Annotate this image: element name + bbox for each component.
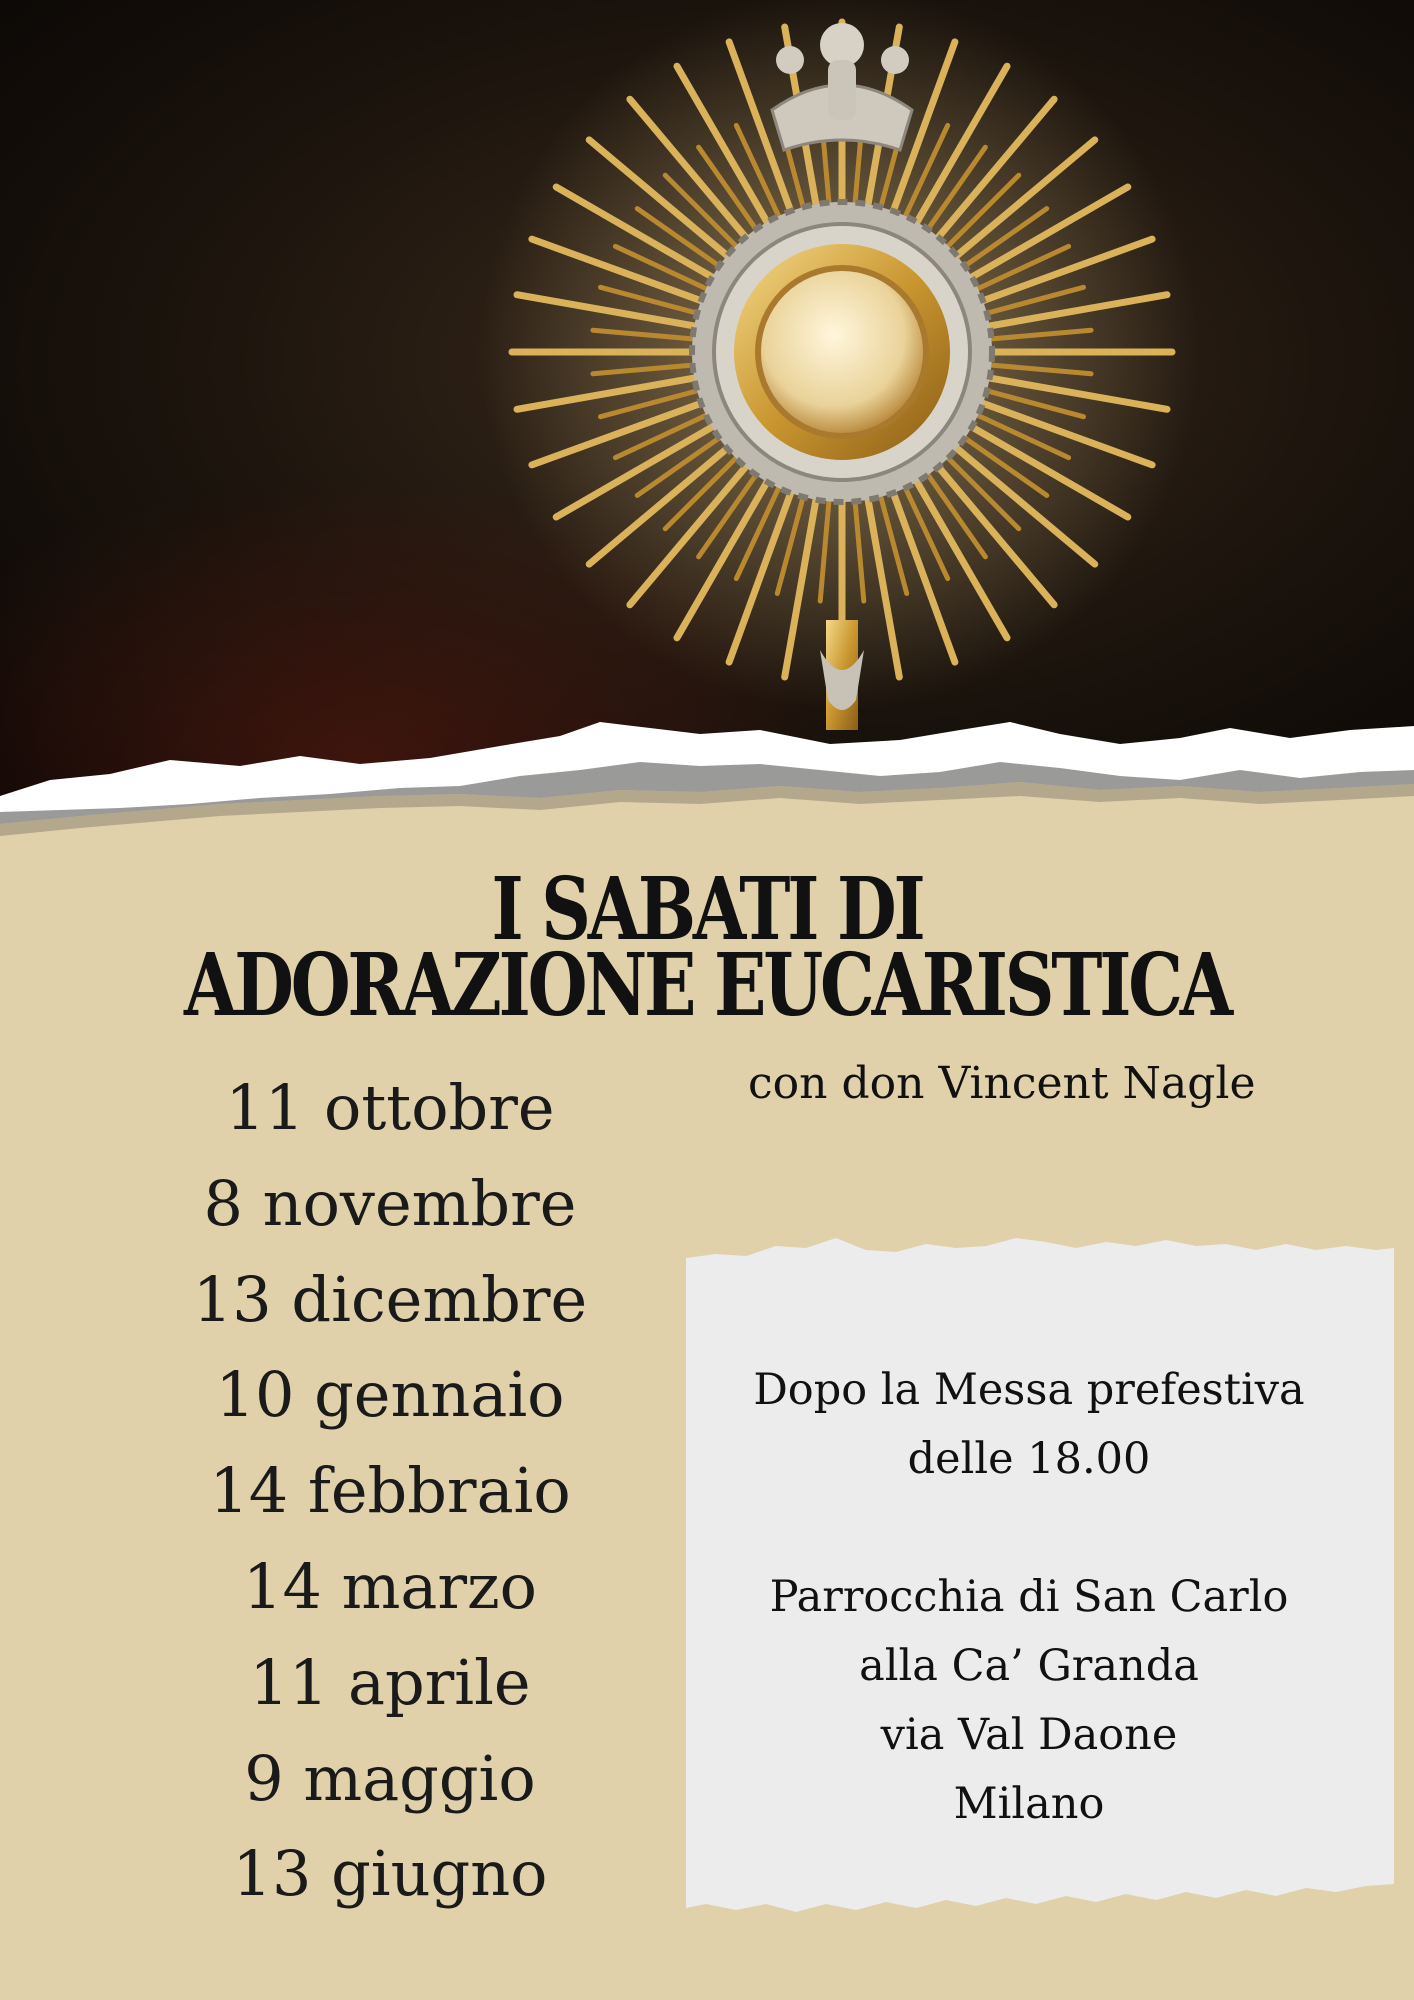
- note-line: delle 18.00: [907, 1434, 1151, 1484]
- note-line: Milano: [953, 1779, 1105, 1829]
- list-item-date: 9 maggio: [244, 1741, 536, 1815]
- list-item-date: 14 marzo: [243, 1549, 537, 1623]
- list-item-date: 11 aprile: [249, 1645, 531, 1719]
- list-item-date: 13 dicembre: [192, 1262, 588, 1336]
- dates-list: [130, 1060, 650, 1922]
- note-line: Dopo la Messa prefestiva: [753, 1365, 1305, 1415]
- list-item-date: 8 novembre: [203, 1166, 577, 1240]
- title-line-2: ADORAZIONE EUCARISTICA: [184, 935, 1230, 1036]
- list-item-date: 14 febbraio: [209, 1454, 571, 1528]
- note-line: Parrocchia di San Carlo: [769, 1572, 1289, 1622]
- list-item-date: 11 ottobre: [225, 1071, 555, 1144]
- note-line: [686, 1494, 1372, 1563]
- list-item-date: 13 giugno: [232, 1837, 548, 1911]
- note-line: alla Ca’ Granda: [859, 1641, 1199, 1691]
- title-line-1: I SABATI DI: [491, 859, 923, 960]
- list-item-date: 10 gennaio: [215, 1358, 565, 1432]
- note-text: [686, 1356, 1372, 1839]
- subtitle: con don Vincent Nagle: [748, 1058, 1256, 1109]
- note-line: via Val Daone: [880, 1710, 1178, 1760]
- monstrance-photo: [0, 0, 1414, 800]
